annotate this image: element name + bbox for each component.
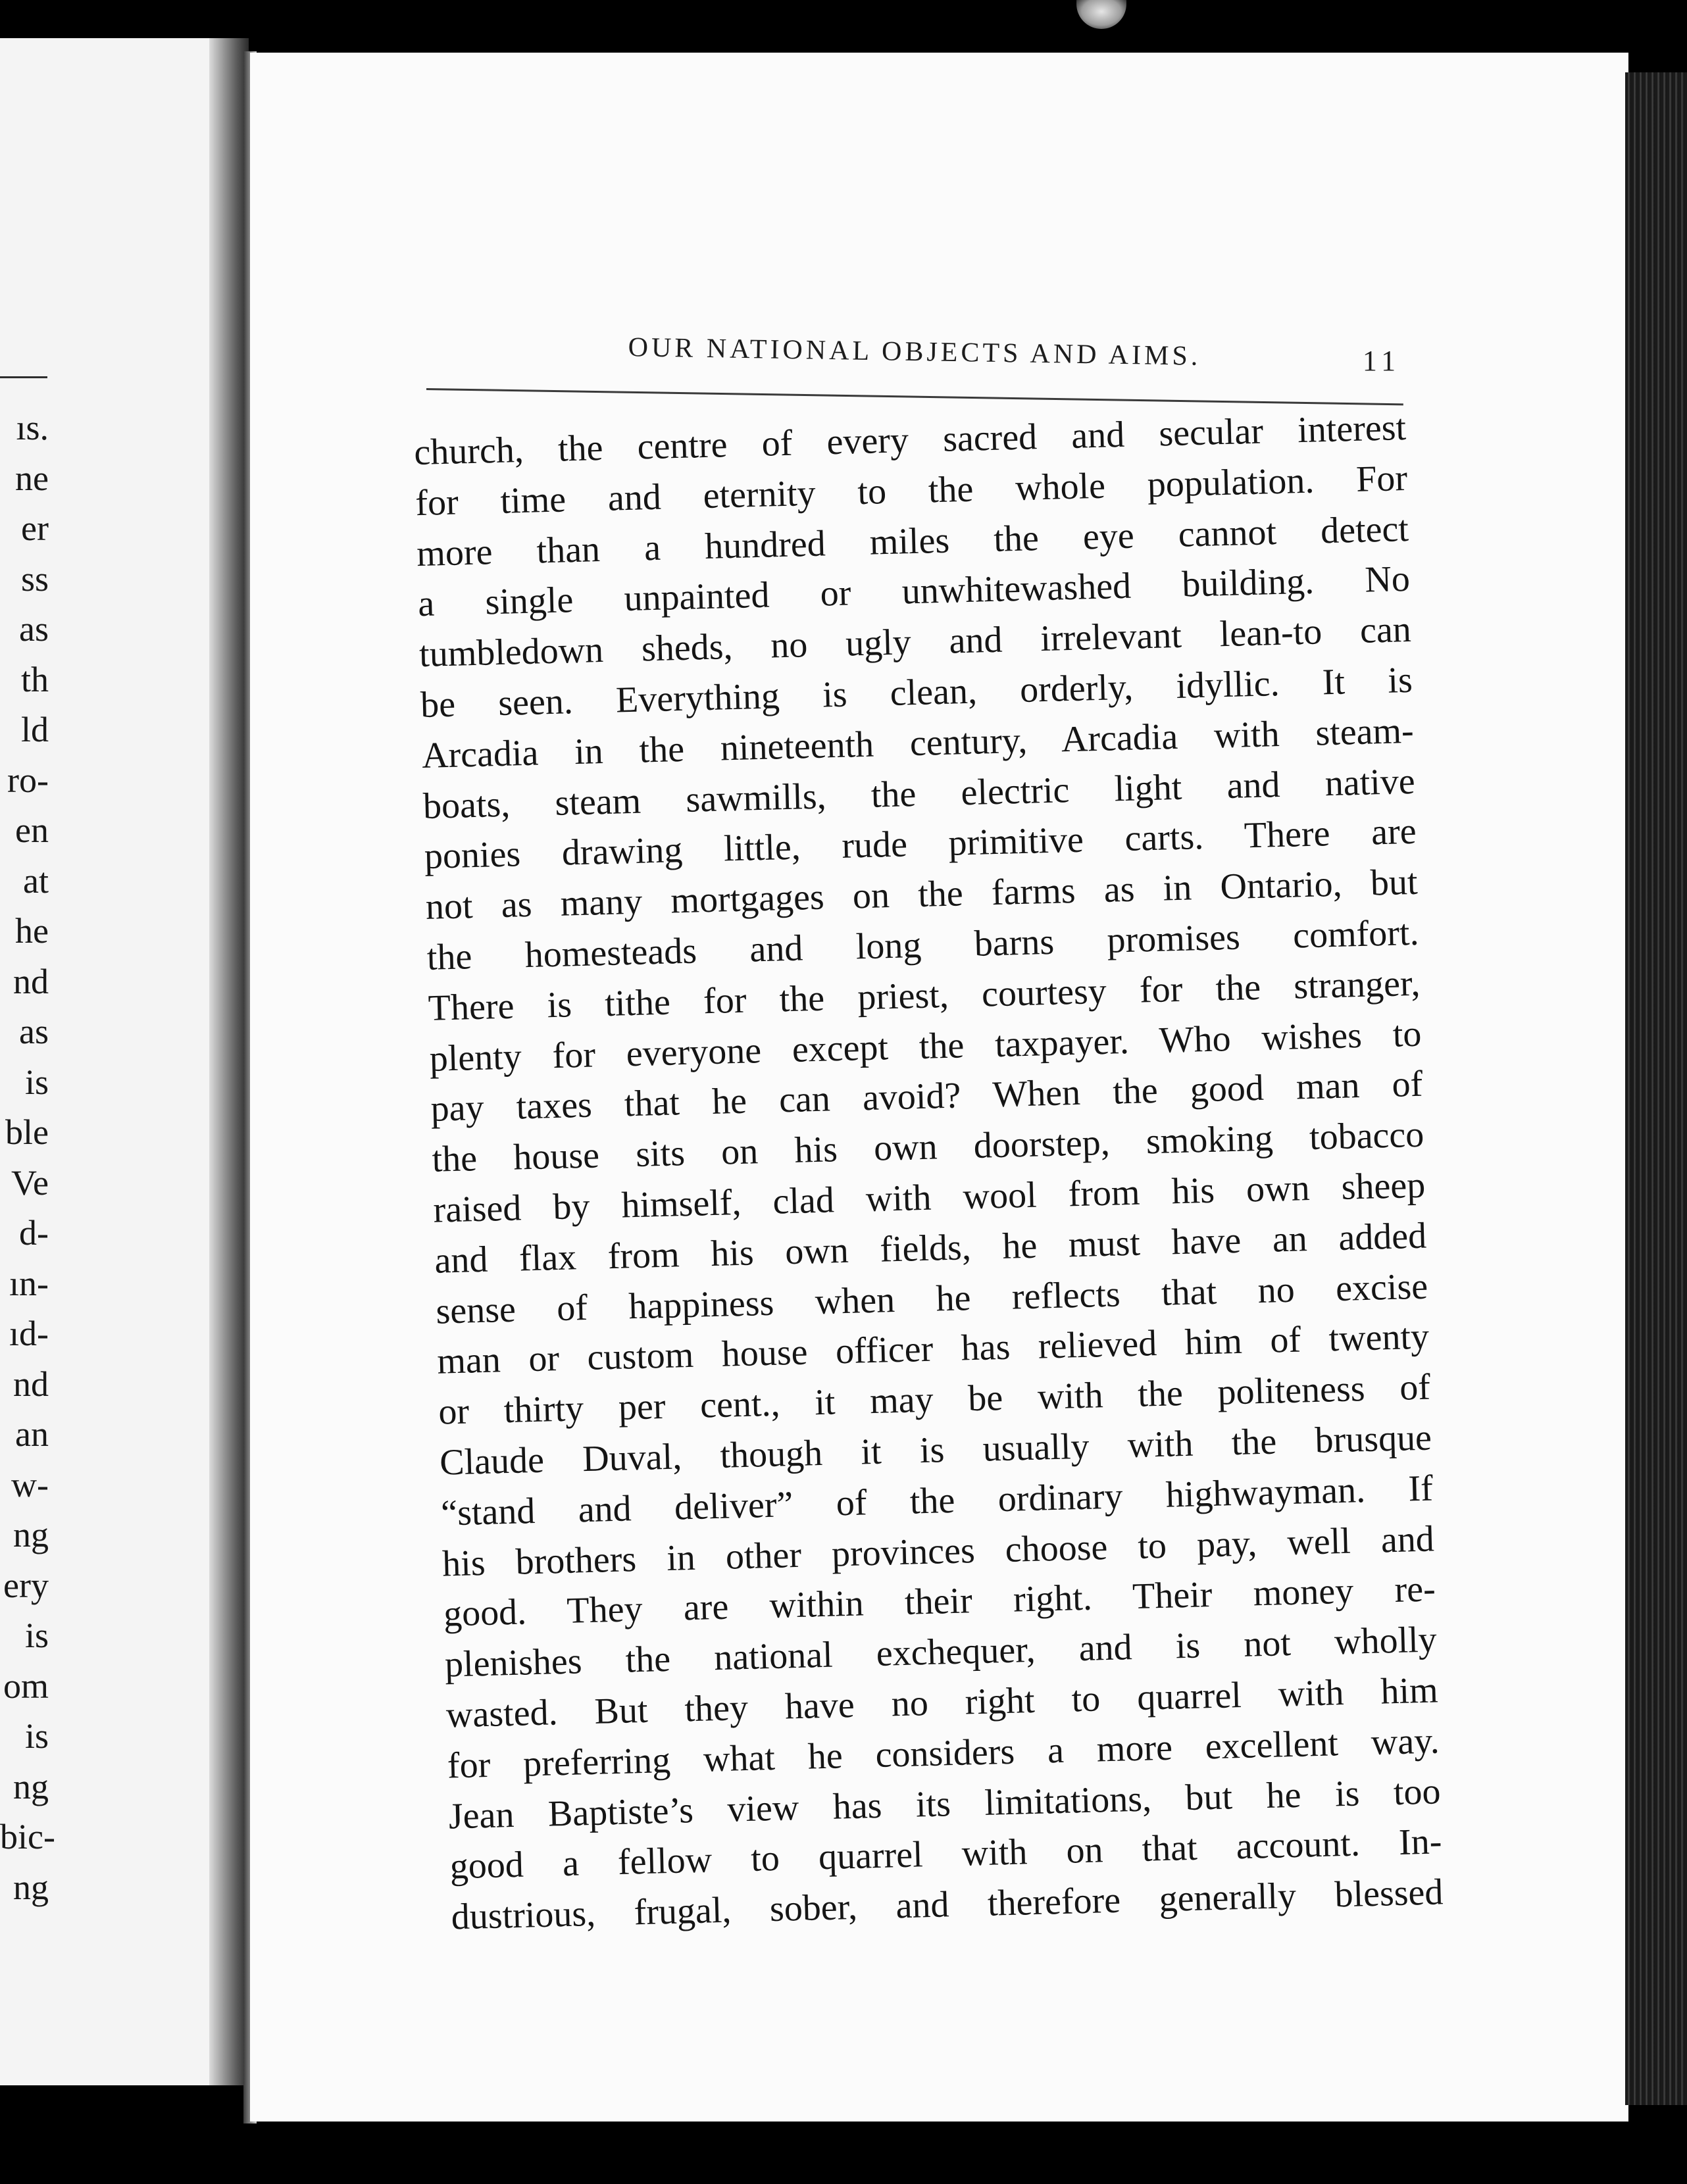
text-line: church, the centre of every sacred and secular interest: [413, 407, 1407, 474]
previous-page-text-fragments: [0, 403, 55, 1912]
text-line: good a fellow to quarrel with on that account. In-: [449, 1821, 1443, 1887]
text-line: nd: [13, 961, 49, 1001]
text-line: man or custom house officer has relieved him of twenty: [436, 1316, 1430, 1383]
text-line: en: [15, 810, 49, 850]
text-line: more than a hundred miles the eye cannot detect: [416, 508, 1409, 574]
text-line: for preferring what he considers a more excellent way.: [447, 1720, 1440, 1787]
page-body-text: [413, 403, 1444, 1943]
text-line: be seen. Everything is clean, orderly, idyllic. It is: [420, 659, 1413, 726]
text-line: Ve: [11, 1162, 49, 1203]
book-gutter-shadow: [209, 38, 249, 2085]
text-line: nd: [13, 1364, 49, 1404]
text-line: plenishes the national exchequer, and is not wholly: [444, 1619, 1438, 1685]
text-line: is: [24, 1616, 49, 1655]
text-line: he: [15, 911, 49, 951]
text-line: the house sits on his own doorstep, smoking tobacco: [431, 1114, 1424, 1180]
text-line: wasted. But they have no right to quarrel with him: [445, 1670, 1439, 1736]
text-line: the homesteads and long barns promises comfort.: [426, 912, 1420, 978]
text-line: not as many mortgages on the farms as in Ontario, but: [425, 861, 1419, 928]
text-line: th: [20, 659, 49, 699]
text-line: ıd-: [9, 1314, 49, 1353]
text-line: and flax from his own fields, he must have an added: [434, 1215, 1427, 1281]
text-line: boats, steam sawmills, the electric light and native: [422, 760, 1416, 827]
text-line: or thirty per cent., it may be with the politeness of: [438, 1366, 1431, 1433]
text-line: ponies drawing little, rude primitive carts. There are: [424, 811, 1417, 878]
text-line: raised by himself, clad with wool from his own sheep: [432, 1164, 1426, 1231]
text-line: dustrious, frugal, sober, and therefore generally blessed: [451, 1872, 1444, 1938]
text-line: ro-: [7, 760, 49, 800]
text-line: is: [24, 1062, 49, 1102]
text-line: om: [3, 1666, 49, 1706]
text-line: for time and eternity to the whole population. For: [415, 457, 1408, 524]
text-line: ble: [5, 1112, 49, 1152]
text-line: tumbledown sheds, no ugly and irrelevant lean-to can: [418, 609, 1412, 676]
text-line: There is tithe for the priest, courtesy for the stranger,: [428, 962, 1421, 1029]
text-line: sense of happiness when he reflects that no excise: [435, 1266, 1428, 1332]
text-line: as: [19, 609, 49, 649]
text-line: Claude Duval, though it is usually with the brusque: [439, 1417, 1432, 1483]
text-line: ın-: [9, 1263, 49, 1303]
previous-page-head-rule: [0, 376, 47, 378]
page-number: 11: [1362, 345, 1401, 377]
text-line: Jean Baptiste’s view has its limitations, but he is too: [448, 1770, 1442, 1837]
running-head: OUR NATIONAL OBJECTS AND AIMS.: [628, 332, 1201, 372]
text-line: as: [19, 1012, 49, 1051]
text-line: ery: [3, 1565, 49, 1605]
text-line: er: [21, 509, 49, 548]
text-line: ss: [20, 558, 49, 599]
text-line: w-: [11, 1464, 49, 1504]
text-line: d-: [19, 1213, 49, 1253]
text-line: plenty for everyone except the taxpayer. Who wishes to: [428, 1013, 1423, 1080]
text-line: a single unpainted or unwhitewashed building. No: [417, 558, 1411, 625]
binding-ornament: [1076, 0, 1126, 29]
text-line: ng: [13, 1766, 49, 1806]
text-line: ng: [13, 1867, 49, 1907]
text-line: Arcadia in the nineteenth century, Arcadia with steam-: [421, 710, 1415, 776]
text-line: bic-: [0, 1817, 55, 1856]
text-line: is: [24, 1716, 49, 1756]
book-fore-edge: [1625, 72, 1687, 2105]
text-line: his brothers in other provinces choose to pay, well and: [441, 1518, 1435, 1585]
text-line: ne: [15, 458, 49, 498]
text-line: “stand and deliver” of the ordinary highwayman. If: [440, 1468, 1434, 1534]
text-line: pay taxes that he can avoid? When the good man of: [430, 1064, 1424, 1130]
text-line: good. They are within their right. Their money re-: [443, 1568, 1436, 1635]
text-line: an: [15, 1414, 49, 1454]
text-line: at: [23, 860, 49, 901]
text-line: ng: [13, 1515, 49, 1554]
text-line: ld: [20, 710, 49, 749]
text-line: ıs.: [16, 408, 49, 447]
